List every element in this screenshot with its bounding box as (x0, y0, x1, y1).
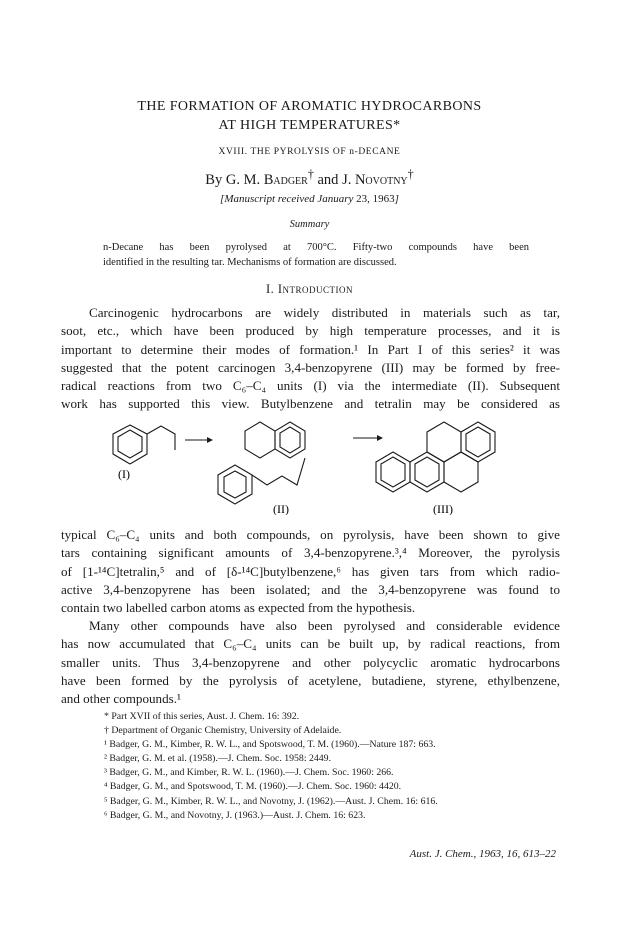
summary-heading: Summary (289, 219, 330, 230)
paragraph-line: contain two labelled carbon atoms as expected from the hypothesis. (61, 600, 416, 616)
byline-by: By (205, 171, 223, 188)
manuscript-date: 23, 1963 (356, 193, 395, 205)
paragraph-line: has now accumulated that C₆–C₄ units can be built up, by radical reactions, from (61, 636, 560, 652)
structure-ii-intermediate (218, 422, 305, 504)
footnote-5: ⁵ Badger, G. M., Kimber, R. W. L., and Novotny, J. (1962).—Aust. J. Chem. 16: 616. (104, 795, 438, 807)
arrow-2 (353, 435, 383, 441)
footnotes (104, 710, 564, 823)
affiliation-mark-2: † (407, 167, 414, 181)
footnote-dagger: † Department of Organic Chemistry, University of Adelaide. (104, 725, 342, 737)
paragraph-line: have been formed by the pyrolysis of acetylene, butadiene, styrene, ethylbenzene, (61, 672, 560, 688)
journal-citation: Aust. J. Chem., 1963, 16, 613–22 (409, 848, 556, 860)
footnote-2: ² Badger, G. M. et al. (1958).—J. Chem. Soc. 1958: 2449. (104, 753, 332, 765)
paragraph-line: suggested that the potent carcinogen 3,4-benzopyrene (III) may be formed by free- (61, 359, 560, 375)
affiliation-mark-1: † (307, 167, 314, 181)
article-subtitle: XVIII. THE PYROLYSIS OF n-DECANE (218, 147, 401, 157)
footnote-3: ³ Badger, G. M., and Kimber, R. W. L. (1960).—J. Chem. Soc. 1960: 266. (104, 767, 394, 779)
reaction-scheme-figure (95, 410, 525, 515)
label-iii: (III) (433, 502, 453, 515)
paragraph-2 (61, 526, 560, 617)
title-line-1: THE FORMATION OF AROMATIC HYDROCARBONS (137, 99, 482, 114)
section-heading: I. Introduction (265, 282, 354, 296)
footnote-4: ⁴ Badger, G. M., and Spotswood, T. M. (1960).—J. Chem. Soc. 1960: 4420. (104, 781, 402, 793)
paragraph-1 (61, 304, 560, 414)
byline (0, 167, 619, 189)
paragraph-line: and other compounds.¹ (61, 691, 181, 707)
byline-and: and (317, 171, 339, 188)
summary-line: n-Decane has been pyrolysed at 700°C. Fifty-two compounds have been (103, 242, 529, 253)
label-ii: (II) (273, 502, 289, 515)
footnote-star: * Part XVII of this series, Aust. J. Chem. 16: 392. (104, 711, 300, 722)
structure-i-butylbenzene (113, 425, 175, 464)
author-novotny: J. Novotny (342, 171, 408, 188)
paragraph-line: of [1-¹⁴C]tetralin,⁵ and of [δ-¹⁴C]butylbenzene,⁶ has given tars from which radio- (61, 563, 560, 579)
paragraph-line: typical C₆–C₄ units and both compounds, on pyrolysis, have been shown to give (61, 527, 560, 542)
article-title (0, 97, 619, 135)
structure-iii-benzopyrene (376, 422, 495, 492)
paragraph-line: important to determine their modes of formation.¹ In Part I of this series² it was (61, 341, 560, 357)
label-i: (I) (118, 467, 130, 481)
paragraph-line: active 3,4-benzopyrene has been isolated; and the 3,4-benzopyrene was found to (61, 581, 560, 597)
paragraph-line: work has supported this view. Butylbenzene and tetralin may be considered as (61, 396, 560, 412)
footnote-1: ¹ Badger, G. M., Kimber, R. W. L., and Spotswood, T. M. (1960).—Nature 187: 663. (104, 739, 436, 751)
title-line-2: AT HIGH TEMPERATURES* (218, 118, 401, 133)
paragraph-line: Carcinogenic hydrocarbons are widely distributed in materials such as tar, (89, 305, 560, 320)
footnote-6: ⁶ Badger, G. M., and Novotny, J. (1963.)—Aust. J. Chem. 16: 623. (104, 809, 366, 821)
summary-text (103, 240, 529, 270)
paragraph-3 (61, 617, 560, 708)
author-badger: G. M. Badger (225, 171, 308, 188)
arrow-1 (185, 437, 213, 443)
paragraph-line: soot, etc., which have been produced by high temperature processes, and it is (61, 323, 560, 339)
paragraph-line: Many other compounds have also been pyrolysed and considerable evidence (89, 618, 560, 633)
paragraph-line: tars containing significant amounts of 3,4-benzopyrene.³,⁴ Moreover, the pyrolysis (61, 545, 560, 561)
summary-line: identified in the resulting tar. Mechanisms of formation are discussed. (103, 257, 397, 268)
paragraph-line: smaller units. Thus 3,4-benzopyrene and other polycyclic aromatic hydrocarbons (61, 654, 560, 670)
manuscript-lead: Manuscript received January (224, 193, 354, 205)
manuscript-received: [Manuscript received January 23, 1963] (220, 193, 399, 205)
paragraph-line: radical reactions from two C₆–C₄ units (I) via the intermediate (II). Subsequent (61, 378, 560, 394)
